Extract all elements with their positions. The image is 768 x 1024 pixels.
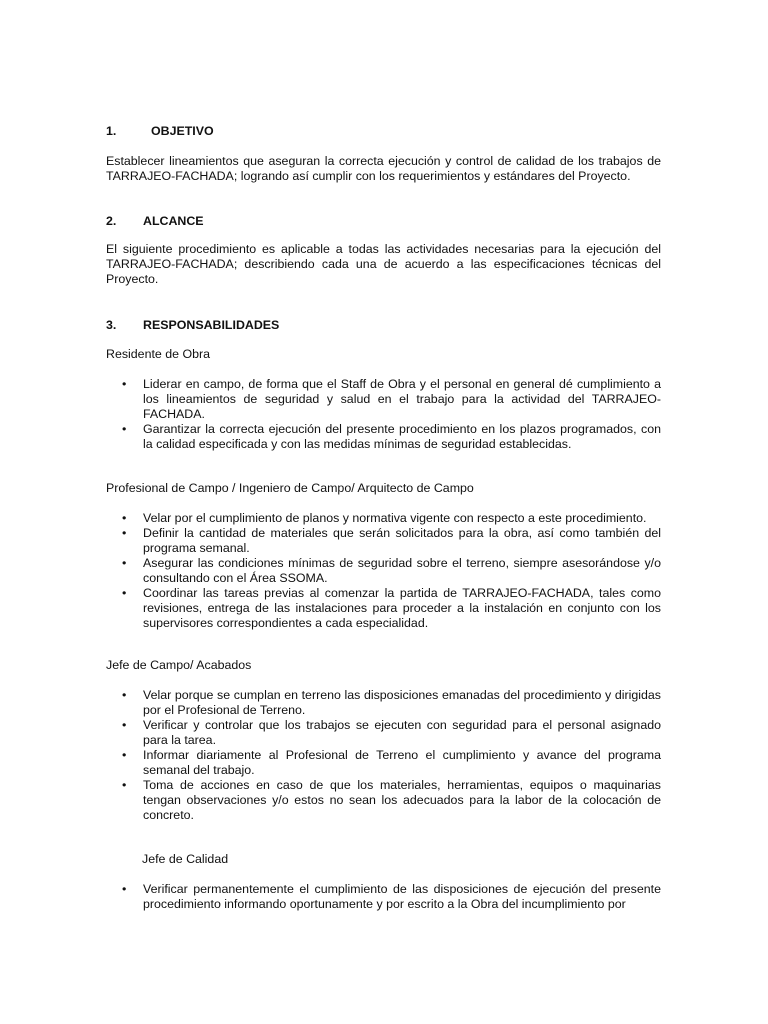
jefe-campo-list <box>106 688 661 823</box>
section-3-number: 3. <box>106 318 117 332</box>
section-2-number: 2. <box>106 214 117 228</box>
list-item: • Coordinar las tareas previas al comenzar la partida de TARRAJEO-FACHADA, tales como revisiones, entrega de las instalaciones para proceder a la instalación en conjunto con los supervisores correspondientes a cada especialidad. <box>106 586 661 631</box>
section-2-title: ALCANCE <box>143 214 204 228</box>
profesional-list <box>106 511 661 631</box>
residente-label: Residente de Obra <box>106 347 211 361</box>
section-1-heading <box>106 124 661 139</box>
list-item: • Velar porque se cumplan en terreno las disposiciones emanadas del procedimiento y dirigidas por el Profesional de Terreno. <box>106 688 661 718</box>
list-item: • Verificar permanentemente el cumplimiento de las disposiciones de ejecución del presente procedimiento informando oportunamente y por escrito a la Obra del incumplimiento por <box>106 882 661 912</box>
section-1-title: OBJETIVO <box>151 124 214 138</box>
profesional-label: Profesional de Campo / Ingeniero de Campo/ Arquitecto de Campo <box>106 481 474 495</box>
list-item: • Liderar en campo, de forma que el Staff de Obra y el personal en general dé cumplimiento a los lineamientos de seguridad y salud en el trabajo para la actividad del TARRAJEO-FACHADA. <box>106 377 661 422</box>
section-1-number: 1. <box>106 124 117 138</box>
section-1-text: Establecer lineamientos que aseguran la correcta ejecución y control de calidad de los trabajos de TARRAJEO-FACHADA; logrando así cumplir con los requerimientos y estándares del Proyecto. <box>106 154 661 183</box>
list-item: • Definir la cantidad de materiales que serán solicitados para la obra, así como también del programa semanal. <box>106 526 661 556</box>
list-item: • Verificar y controlar que los trabajos se ejecuten con seguridad para el personal asignado para la tarea. <box>106 718 661 748</box>
list-item: • Velar por el cumplimiento de planos y normativa vigente con respecto a este procedimiento. <box>106 511 661 526</box>
jefe-calidad-list <box>106 882 661 912</box>
list-item: • Garantizar la correcta ejecución del presente procedimiento en los plazos programados, con la calidad especificada y con las medidas mínimas de seguridad establecidas. <box>106 422 661 452</box>
list-item: • Informar diariamente al Profesional de Terreno el cumplimiento y avance del programa semanal del trabajo. <box>106 748 661 778</box>
section-2-heading <box>106 214 661 229</box>
list-item: • Toma de acciones en caso de que los materiales, herramientas, equipos o maquinarias tengan observaciones y/o estos no sean los adecuados para la labor de la colocación de concreto. <box>106 778 661 823</box>
section-2-text: El siguiente procedimiento es aplicable a todas las actividades necesarias para la ejecución del TARRAJEO-FACHADA; describiendo cada una de acuerdo a las especificaciones técnicas del Proyecto. <box>106 242 661 286</box>
section-3-heading <box>106 318 661 333</box>
jefe-campo-label: Jefe de Campo/ Acabados <box>106 658 252 672</box>
section-3-title: RESPONSABILIDADES <box>143 318 280 332</box>
list-item: • Asegurar las condiciones mínimas de seguridad sobre el terreno, siempre asesorándose y/o consultando con el Área SSOMA. <box>106 556 661 586</box>
residente-list <box>106 377 661 452</box>
jefe-calidad-label: Jefe de Calidad <box>142 852 229 866</box>
